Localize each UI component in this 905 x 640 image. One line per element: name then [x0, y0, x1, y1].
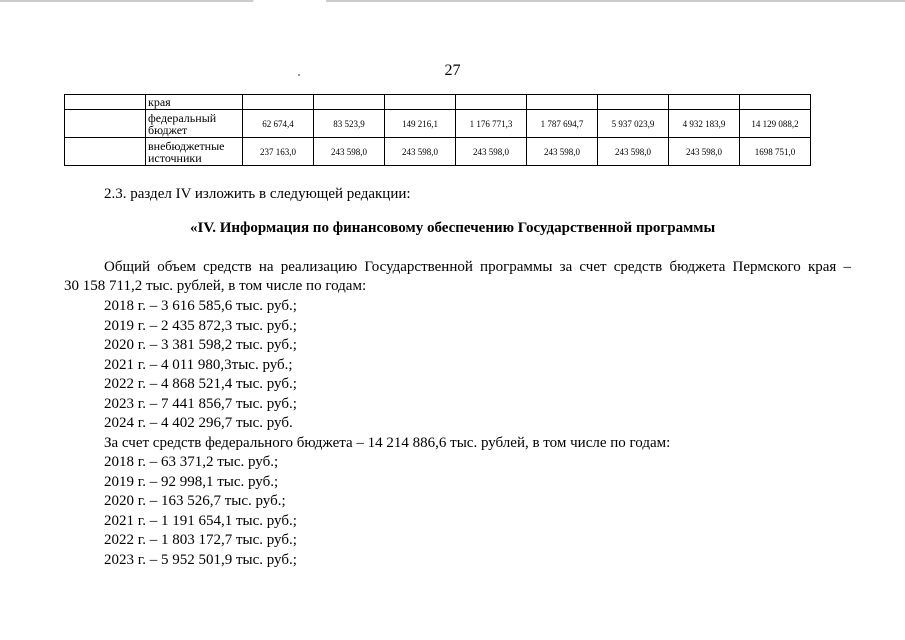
table-cell — [527, 95, 598, 110]
table-cell — [598, 95, 669, 110]
list-item: 2020 г. – 3 381 598,2 тыс. руб.; — [104, 337, 297, 353]
paragraph-line: 30 158 711,2 тыс. рублей, в том числе по годам: — [64, 278, 367, 294]
table-cell — [456, 95, 527, 110]
row-label: внебюджетные источники — [146, 138, 243, 166]
table-cell: 14 129 088,2 — [740, 110, 811, 138]
budget-table — [64, 94, 811, 166]
table-cell — [385, 95, 456, 110]
list-item: 2021 г. – 4 011 980,3тыс. руб.; — [104, 357, 293, 373]
list-item: 2018 г. – 63 371,2 тыс. руб.; — [104, 454, 279, 470]
list-item: 2023 г. – 7 441 856,7 тыс. руб.; — [104, 396, 297, 412]
table-cell: 1698 751,0 — [740, 138, 811, 166]
section-heading: «IV. Информация по финансовому обеспечению Государственной программы — [190, 220, 716, 236]
table-cell — [740, 95, 811, 110]
table-row — [65, 138, 811, 166]
federal-intro: За счет средств федерального бюджета – 14 214 886,6 тыс. рублей, в том числе по годам: — [104, 435, 671, 451]
table-cell-empty — [65, 138, 146, 166]
row-label: федеральный бюджет — [146, 110, 243, 138]
table-cell: 243 598,0 — [314, 138, 385, 166]
table-row — [65, 95, 811, 110]
list-item: 2019 г. – 92 998,1 тыс. руб.; — [104, 474, 279, 490]
list-item: 2018 г. – 3 616 585,6 тыс. руб.; — [104, 298, 297, 314]
table-cell: 243 598,0 — [669, 138, 740, 166]
list-item: 2019 г. – 2 435 872,3 тыс. руб.; — [104, 318, 297, 334]
row-label: края — [146, 95, 243, 110]
table-cell: 149 216,1 — [385, 110, 456, 138]
table-cell: 243 598,0 — [456, 138, 527, 166]
table-cell: 83 523,9 — [314, 110, 385, 138]
list-item: 2024 г. – 4 402 296,7 тыс. руб. — [104, 415, 293, 431]
table-cell: 62 674,4 — [243, 110, 314, 138]
table-cell: 243 598,0 — [385, 138, 456, 166]
table-cell: 5 937 023,9 — [598, 110, 669, 138]
scan-speck — [298, 74, 300, 76]
section-note: 2.3. раздел IV изложить в следующей редакции: — [104, 186, 411, 202]
table-cell-empty — [65, 110, 146, 138]
table-cell — [243, 95, 314, 110]
table-cell: 1 176 771,3 — [456, 110, 527, 138]
list-item: 2022 г. – 1 803 172,7 тыс. руб.; — [104, 532, 297, 548]
scan-top-edge — [0, 0, 905, 2]
paragraph-line: Общий объем средств на реализацию Государственной программы за счет средств бюджета Пермского края – — [104, 259, 851, 275]
table-cell: 243 598,0 — [598, 138, 669, 166]
list-item: 2021 г. – 1 191 654,1 тыс. руб.; — [104, 513, 297, 529]
table-cell: 243 598,0 — [527, 138, 598, 166]
table-cell-empty — [65, 95, 146, 110]
table-cell: 4 932 183,9 — [669, 110, 740, 138]
page-number: 27 — [444, 62, 461, 79]
list-item: 2020 г. – 163 526,7 тыс. руб.; — [104, 493, 286, 509]
table-cell — [314, 95, 385, 110]
list-item: 2023 г. – 5 952 501,9 тыс. руб.; — [104, 552, 297, 568]
table-cell — [669, 95, 740, 110]
table-row — [65, 110, 811, 138]
table-cell: 237 163,0 — [243, 138, 314, 166]
list-item: 2022 г. – 4 868 521,4 тыс. руб.; — [104, 376, 297, 392]
table-cell: 1 787 694,7 — [527, 110, 598, 138]
